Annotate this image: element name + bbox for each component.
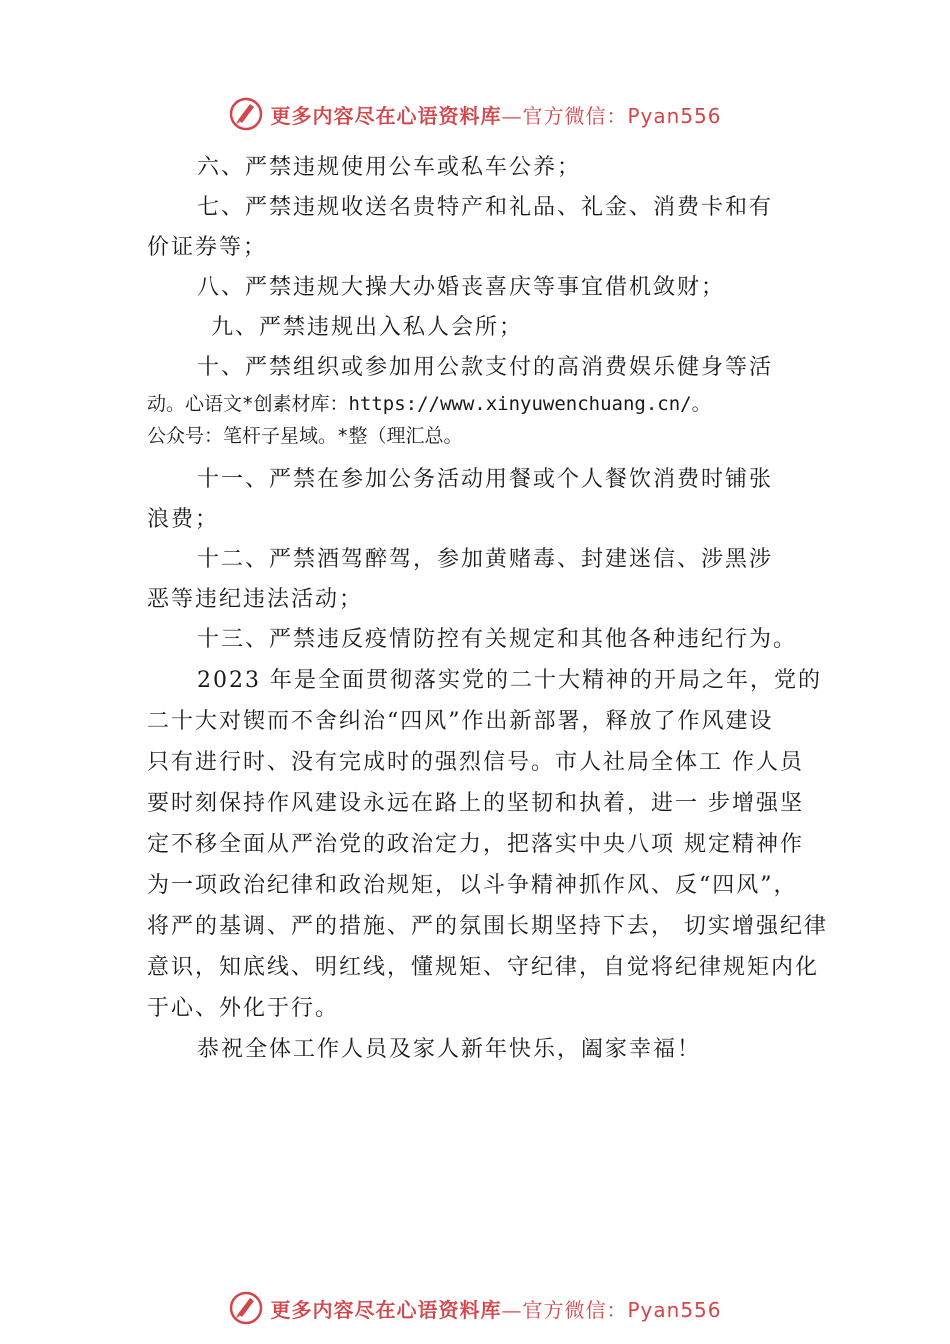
text-line: 公众号：笔杆子星域。*整（理汇总。	[147, 425, 463, 447]
text-line: 十二、严禁酒驾醉驾，参加黄赌毒、封建迷信、涉黑涉	[197, 547, 774, 572]
footer-banner	[0, 1288, 950, 1328]
text-line: 九、严禁违规出入私人会所；	[211, 315, 524, 340]
footer-banner-text	[270, 1294, 721, 1323]
banner-separator: —	[501, 1297, 523, 1322]
text-line: 二十大对锲而不舍纠治“四风”作出新部署，释放了作风建设	[147, 709, 774, 734]
banner-wechat-label: 官方微信：	[522, 1297, 628, 1322]
logo-icon	[228, 96, 264, 132]
header-banner	[0, 94, 950, 134]
text-line: 七、严禁违规收送名贵特产和礼品、礼金、消费卡和有	[197, 195, 774, 220]
document-body	[147, 148, 830, 1070]
text-line: 将严的基调、严的措施、严的氛围长期坚持下去， 切实增强纪律	[147, 914, 828, 939]
text-line: 八、严禁违规大操大办婚丧喜庆等事宜借机敛财；	[197, 275, 726, 300]
text-line: 要时刻保持作风建设永远在路上的坚韧和执着，进一 步增强坚	[147, 791, 804, 816]
banner-separator: —	[501, 103, 523, 128]
text-line: 十三、严禁违反疫情防控有关规定和其他各种违纪行为。	[197, 627, 798, 652]
logo-icon	[228, 1290, 264, 1326]
text-line: 只有进行时、没有完成时的强烈信号。市人社局全体工 作人员	[147, 750, 804, 775]
text-line: 浪费；	[147, 507, 220, 532]
text-line: 十一、严禁在参加公务活动用餐或个人餐饮消费时铺张	[197, 467, 774, 492]
text-line: 动。心语文*创素材库：https://www.xinyuwenchuang.cn/。	[147, 393, 711, 415]
text-line: 恶等违纪违法活动；	[147, 587, 364, 612]
banner-wechat-id: Pyan556	[627, 1297, 722, 1322]
text-line: 为一项政治纪律和政治规矩，以斗争精神抓作风、反“四风”，	[147, 873, 798, 898]
banner-title: 更多内容尽在心语资料库	[270, 1297, 502, 1322]
banner-title: 更多内容尽在心语资料库	[270, 103, 502, 128]
text-line: 十、严禁组织或参加用公款支付的高消费娱乐健身等活	[197, 355, 774, 380]
text-line: 六、严禁违规使用公车或私车公养；	[197, 155, 582, 180]
text-line: 意识，知底线、明红线，懂规矩、守纪律，自觉将纪律规矩内化	[147, 955, 820, 980]
text-line: 恭祝全体工作人员及家人新年快乐，阖家幸福！	[197, 1037, 702, 1062]
text-line: 2023 年是全面贯彻落实党的二十大精神的开局之年，党的	[197, 668, 822, 693]
text-line: 于心、外化于行。	[147, 996, 340, 1021]
text-line: 价证券等；	[147, 235, 268, 260]
header-banner-text	[270, 100, 721, 129]
text-line: 定不移全面从严治党的政治定力，把落实中央八项 规定精神作	[147, 832, 804, 857]
banner-wechat-id: Pyan556	[627, 103, 722, 128]
banner-wechat-label: 官方微信：	[522, 103, 628, 128]
